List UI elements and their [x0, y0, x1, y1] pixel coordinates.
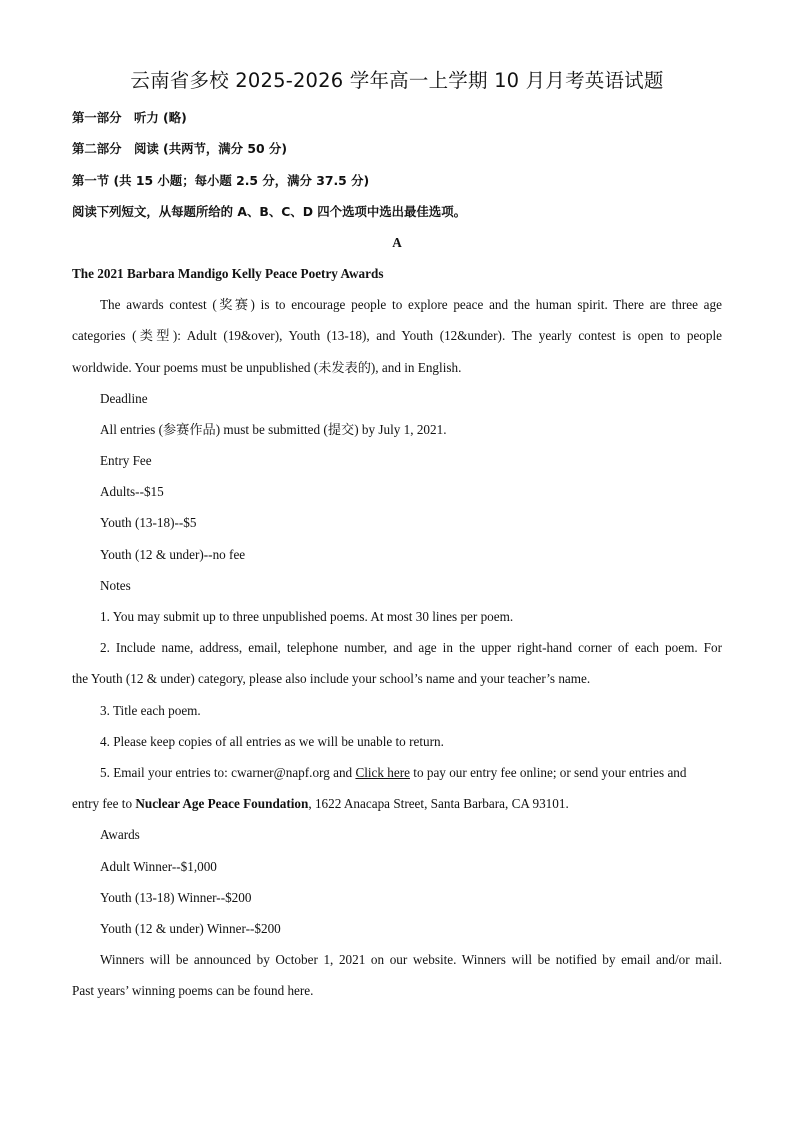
note-5-line-2	[72, 794, 722, 814]
award-youth-12-under: Youth (12 & under) Winner--$200	[100, 921, 281, 936]
notes-heading: Notes	[100, 578, 131, 593]
intro-line-2: categories (类型): Adult (19&over), Youth (13-18), and Youth (12&under). The yearly contest is open to people	[72, 328, 722, 343]
intro-line-1: The awards contest (奖赛) is to encourage people to explore peace and the human spirit. There are three age	[100, 297, 722, 312]
awards-heading: Awards	[100, 827, 140, 842]
deadline-heading: Deadline	[100, 391, 148, 406]
deadline-text: All entries (参赛作品) must be submitted (提交) by July 1, 2021.	[100, 422, 447, 437]
winners-line-2: Past years’ winning poems can be found here.	[72, 983, 314, 998]
note-2-line-2: the Youth (12 & under) category, please also include your school’s name and your teacher’s name.	[72, 671, 591, 686]
winners-line-1: Winners will be announced by October 1, 2021 on our website. Winners will be notified by email and/or mail.	[100, 952, 722, 967]
note-5-text: 5. Email your entries to: cwarner@napf.org and	[100, 765, 356, 780]
award-adult: Adult Winner--$1,000	[100, 859, 217, 874]
section1-header: 第一节 (共 15 小题；每小题 2.5 分，满分 37.5 分)	[72, 173, 370, 188]
award-youth-13-18: Youth (13-18) Winner--$200	[100, 890, 252, 905]
foundation-name: Nuclear Age Peace Foundation	[135, 796, 309, 811]
note-2-line-1: 2. Include name, address, email, telephone number, and age in the upper right-hand corner of each poem. For	[100, 640, 722, 655]
fee-adults: Adults--$15	[100, 484, 164, 499]
foundation-address: , 1622 Anacapa Street, Santa Barbara, CA 93101.	[308, 796, 569, 811]
note-5-line-1	[100, 763, 722, 783]
intro-line-3: worldwide. Your poems must be unpublished (未发表的), and in English.	[72, 360, 462, 375]
part2-header: 第二部分 阅读 (共两节，满分 50 分)	[72, 141, 287, 156]
note-4: 4. Please keep copies of all entries as we will be unable to return.	[100, 734, 444, 749]
fee-youth-13-18: Youth (13-18)--$5	[100, 515, 197, 530]
note-5-text-cont: to pay our entry fee online; or send your entries and	[410, 765, 687, 780]
instruction-line: 阅读下列短文，从每题所给的 A、B、C、D 四个选项中选出最佳选项。	[72, 204, 466, 219]
part1-header: 第一部分 听力 (略)	[72, 110, 187, 125]
entry-fee-heading: Entry Fee	[100, 453, 152, 468]
passage-label: A	[392, 235, 402, 250]
note-1: 1. You may submit up to three unpublished poems. At most 30 lines per poem.	[100, 609, 514, 624]
fee-youth-12-under: Youth (12 & under)--no fee	[100, 547, 246, 562]
note-3: 3. Title each poem.	[100, 703, 201, 718]
page-title: 云南省多校 2025-2026 学年高一上学期 10 月月考英语试题	[130, 69, 664, 92]
passage-heading: The 2021 Barbara Mandigo Kelly Peace Poetry Awards	[72, 266, 384, 281]
note-5-line-2-pre: entry fee to	[72, 796, 136, 811]
click-here-link[interactable]: Click here	[355, 765, 410, 780]
